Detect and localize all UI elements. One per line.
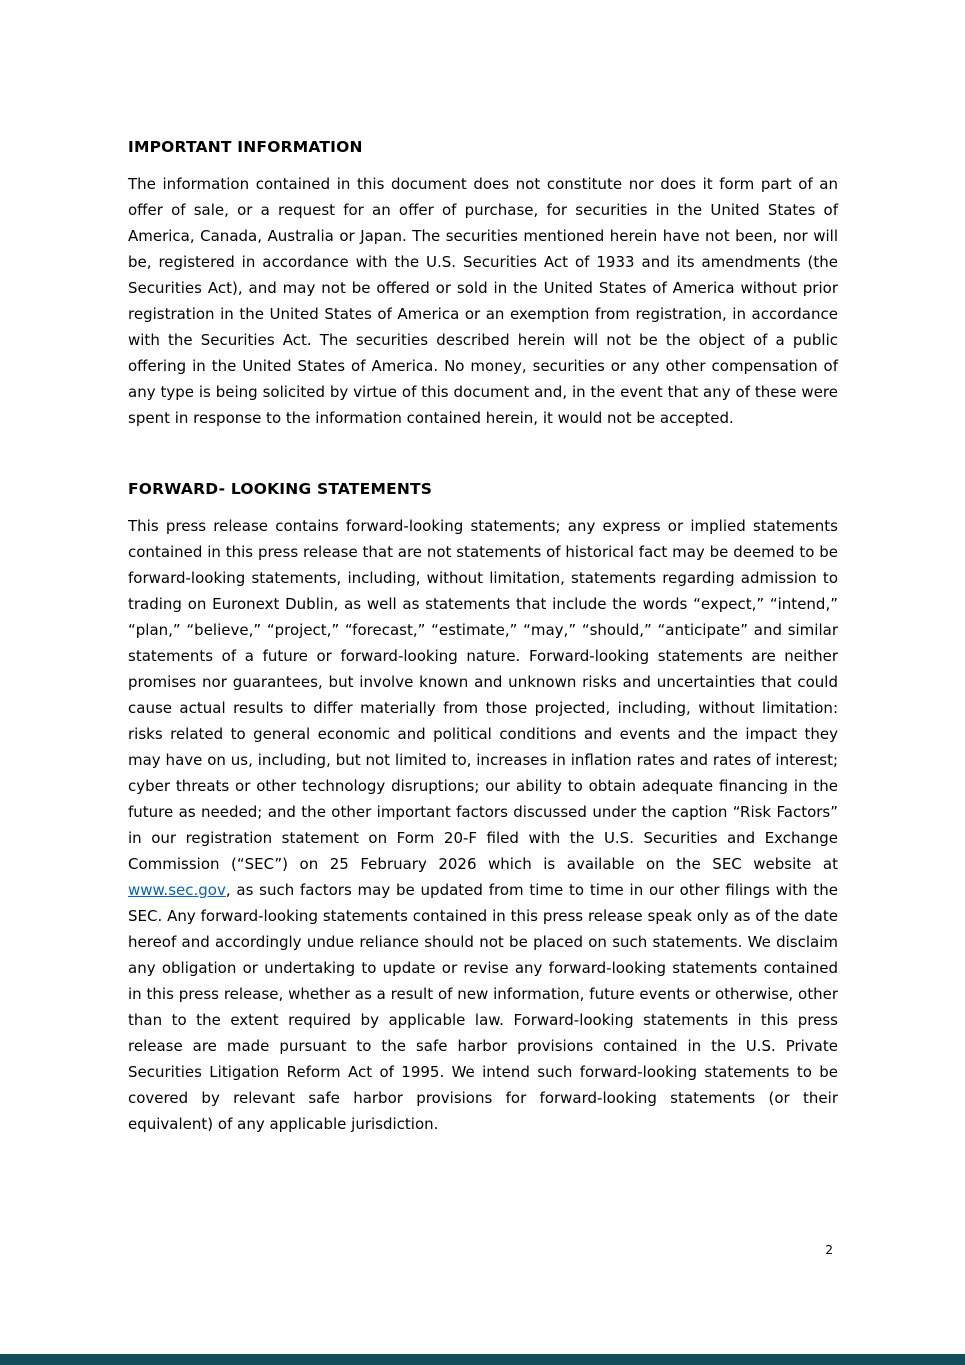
forward-looking-statements-heading: FORWARD- LOOKING STATEMENTS [128,480,433,498]
section-important-information [128,138,838,431]
body-text-after-link: , as such factors may be updated from time to time in our other filings with the SEC. Any forward-looking statements contained in this press release speak only as of the date hereof and accordingly undue reliance should not be placed on such statements. We disclaim any obligation or undertaking to update or revise any forward-looking statements contained in this press release, whether as a result of new information, future events or otherwise, other than to the extent required by applicable law. Forward-looking statements in this press release are made pursuant to the safe harbor provisions contained in the U.S. Private Securities Litigation Reform Act of 1995. We intend such forward-looking statements to be covered by relevant safe harbor provisions for forward-looking statements (or their equivalent) of any applicable jurisdiction. [128,881,838,1133]
forward-looking-statements-body [128,513,838,1137]
important-information-body: The information contained in this document does not constitute nor does it form part of an offer of sale, or a request for an offer of purchase, for securities in the United States of America, Canada, Australia or Japan. The securities mentioned herein have not been, nor will be, registered in accordance with the U.S. Securities Act of 1933 and its amendments (the Securities Act), and may not be offered or sold in the United States of America without prior registration in the United States of America or an exemption from registration, in accordance with the Securities Act. The securities described herein will not be the object of a public offering in the United States of America. No money, securities or any other compensation of any type is being solicited by virtue of this document and, in the event that any of these were spent in response to the information contained herein, it would not be accepted. [128,175,838,427]
sec-website-link[interactable]: www.sec.gov [128,881,226,899]
page-content [128,138,838,1137]
section-forward-looking-statements [128,480,838,1137]
important-information-heading: IMPORTANT INFORMATION [128,138,363,156]
body-text-before-link: This press release contains forward-looking statements; any express or implied statements contained in this press release that are not statements of historical fact may be deemed to be forward-looking statements, including, without limitation, statements regarding admission to trading on Euronext Dublin, as well as statements that include the words “expect,” “intend,” “plan,” “believe,” “project,” “forecast,” “estimate,” “may,” “should,” “anticipate” and similar statements of a future or forward-looking nature. Forward-looking statements are neither promises nor guarantees, but involve known and unknown risks and uncertainties that could cause actual results to differ materially from those projected, including, without limitation: risks related to general economic and political conditions and events and the impact they may have on us, including, but not limited to, increases in inflation rates and rates of interest; cyber threats or other technology disruptions; our ability to obtain adequate financing in the future as needed; and the other important factors discussed under the caption “Risk Factors” in our registration statement on Form 20-F filed with the U.S. Securities and Exchange Commission (“SEC”) on 25 February 2026 which is available on the SEC website at [128,517,838,873]
footer-accent-bar [0,1354,965,1365]
page-number: 2 [825,1243,833,1257]
